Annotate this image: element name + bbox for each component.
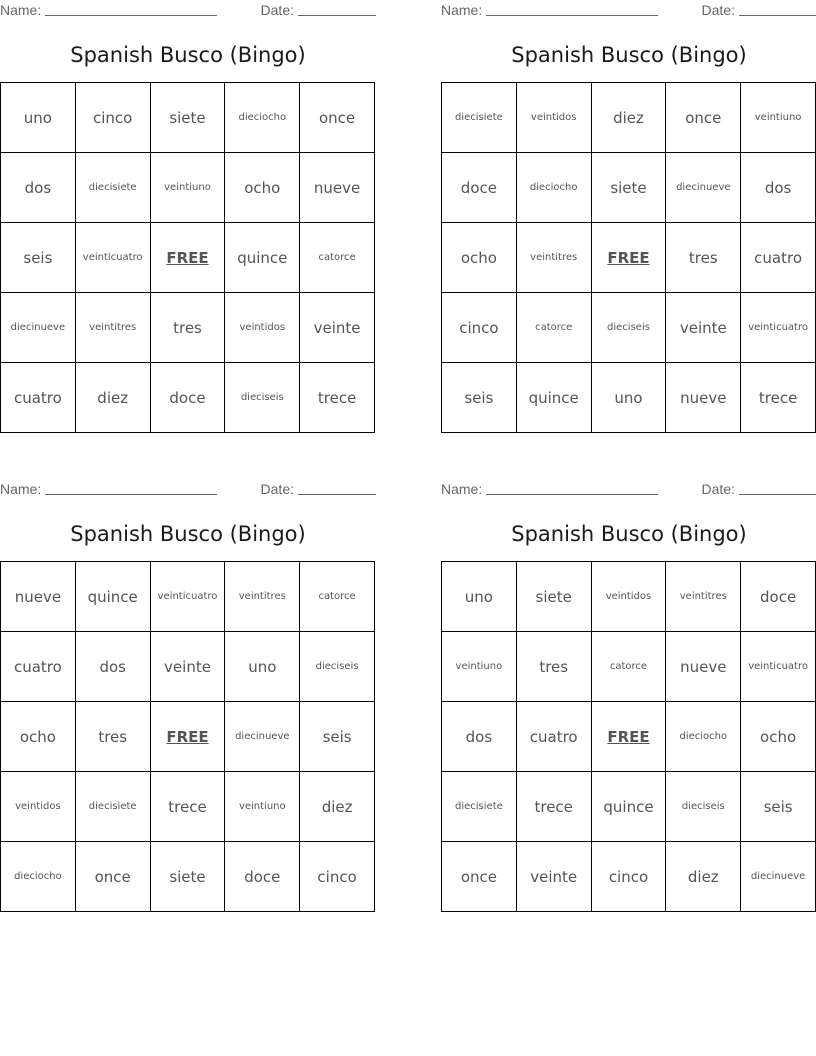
card-header: [441, 2, 816, 20]
bingo-cell[interactable]: seis: [300, 702, 375, 772]
bingo-cell[interactable]: trece: [300, 363, 375, 433]
name-blank-line[interactable]: [486, 481, 658, 495]
bingo-cell[interactable]: cinco: [592, 842, 667, 912]
name-blank-line[interactable]: [45, 481, 217, 495]
bingo-cell[interactable]: tres: [517, 632, 592, 702]
bingo-cell[interactable]: veintitres: [517, 223, 592, 293]
bingo-cell[interactable]: diecinueve: [741, 842, 816, 912]
bingo-cell[interactable]: doce: [225, 842, 300, 912]
bingo-cell[interactable]: nueve: [666, 632, 741, 702]
bingo-cell[interactable]: dieciseis: [300, 632, 375, 702]
bingo-cell[interactable]: cuatro: [1, 363, 76, 433]
bingo-cell[interactable]: veinte: [300, 293, 375, 363]
card-title: Spanish Busco (Bingo): [70, 43, 306, 67]
bingo-cell[interactable]: cuatro: [741, 223, 816, 293]
bingo-cell[interactable]: dos: [76, 632, 151, 702]
name-label: Name:: [0, 2, 42, 18]
bingo-cell[interactable]: dieciseis: [592, 293, 667, 363]
bingo-cell[interactable]: veinte: [666, 293, 741, 363]
bingo-cell[interactable]: veinte: [151, 632, 226, 702]
bingo-cell[interactable]: ocho: [741, 702, 816, 772]
bingo-cell[interactable]: tres: [151, 293, 226, 363]
free-space-cell[interactable]: FREE: [592, 223, 667, 293]
bingo-cell[interactable]: cinco: [76, 83, 151, 153]
bingo-cell[interactable]: quince: [592, 772, 667, 842]
bingo-cell[interactable]: veintiuno: [442, 632, 517, 702]
date-label: Date:: [260, 481, 294, 497]
bingo-cell[interactable]: catorce: [592, 632, 667, 702]
name-field[interactable]: [0, 481, 217, 497]
bingo-cell[interactable]: nueve: [300, 153, 375, 223]
bingo-cell[interactable]: once: [666, 83, 741, 153]
name-field[interactable]: [441, 2, 658, 18]
bingo-cell[interactable]: diecisiete: [76, 772, 151, 842]
bingo-cell[interactable]: ocho: [442, 223, 517, 293]
card-title: Spanish Busco (Bingo): [511, 43, 747, 67]
bingo-cell[interactable]: siete: [151, 842, 226, 912]
card-title: Spanish Busco (Bingo): [511, 522, 747, 546]
bingo-card-4: [441, 479, 816, 911]
bingo-cell[interactable]: once: [300, 83, 375, 153]
name-label: Name:: [441, 481, 483, 497]
bingo-cell[interactable]: diecinueve: [225, 702, 300, 772]
card-header: [0, 2, 376, 20]
bingo-cell[interactable]: nueve: [666, 363, 741, 433]
date-field[interactable]: [261, 2, 376, 18]
bingo-cell[interactable]: once: [76, 842, 151, 912]
bingo-cell[interactable]: seis: [442, 363, 517, 433]
date-field[interactable]: [261, 481, 376, 497]
bingo-cell[interactable]: doce: [151, 363, 226, 433]
bingo-cell[interactable]: catorce: [517, 293, 592, 363]
bingo-cell[interactable]: cuatro: [1, 632, 76, 702]
bingo-cell[interactable]: diecisiete: [442, 772, 517, 842]
card-header: [0, 481, 376, 499]
bingo-cell[interactable]: siete: [151, 83, 226, 153]
bingo-cell[interactable]: dieciocho: [1, 842, 76, 912]
bingo-cell[interactable]: cuatro: [517, 702, 592, 772]
bingo-grid: [441, 82, 816, 433]
bingo-cell[interactable]: quince: [225, 223, 300, 293]
name-field[interactable]: [0, 2, 217, 18]
bingo-cell[interactable]: catorce: [300, 223, 375, 293]
bingo-cell[interactable]: cinco: [442, 293, 517, 363]
bingo-cell[interactable]: dos: [741, 153, 816, 223]
bingo-cell[interactable]: diecisiete: [442, 83, 517, 153]
bingo-cell[interactable]: veinte: [517, 842, 592, 912]
bingo-cell[interactable]: diecinueve: [1, 293, 76, 363]
bingo-cell[interactable]: trece: [517, 772, 592, 842]
bingo-cell[interactable]: siete: [517, 562, 592, 632]
bingo-cell[interactable]: veinticuatro: [741, 632, 816, 702]
bingo-cell[interactable]: nueve: [1, 562, 76, 632]
bingo-cell[interactable]: dieciocho: [666, 702, 741, 772]
date-label: Date:: [701, 481, 735, 497]
bingo-cell[interactable]: veintidos: [517, 83, 592, 153]
bingo-cell[interactable]: veintitres: [666, 562, 741, 632]
bingo-card-1: [0, 0, 376, 432]
free-space-cell[interactable]: FREE: [592, 702, 667, 772]
bingo-card-3: [0, 479, 376, 911]
bingo-cell[interactable]: dieciocho: [517, 153, 592, 223]
date-blank-line[interactable]: [298, 2, 376, 16]
date-label: Date:: [701, 2, 735, 18]
card-title: Spanish Busco (Bingo): [70, 522, 306, 546]
bingo-grid: [0, 561, 375, 912]
bingo-cell[interactable]: quince: [517, 363, 592, 433]
date-blank-line[interactable]: [739, 481, 816, 495]
bingo-cell[interactable]: veinticuatro: [151, 562, 226, 632]
date-field[interactable]: [702, 2, 816, 18]
bingo-cell[interactable]: diez: [666, 842, 741, 912]
bingo-cell[interactable]: tres: [76, 702, 151, 772]
bingo-cell[interactable]: uno: [225, 632, 300, 702]
name-label: Name:: [0, 481, 42, 497]
bingo-cell[interactable]: veintiuno: [741, 83, 816, 153]
date-blank-line[interactable]: [298, 481, 376, 495]
bingo-cell[interactable]: diecinueve: [666, 153, 741, 223]
name-blank-line[interactable]: [486, 2, 658, 16]
bingo-cell[interactable]: veintidos: [225, 293, 300, 363]
bingo-cell[interactable]: diez: [592, 83, 667, 153]
bingo-cell[interactable]: once: [442, 842, 517, 912]
bingo-cell[interactable]: cinco: [300, 842, 375, 912]
bingo-cell[interactable]: tres: [666, 223, 741, 293]
bingo-cell[interactable]: doce: [741, 562, 816, 632]
bingo-cell[interactable]: uno: [1, 83, 76, 153]
free-space-cell[interactable]: FREE: [151, 702, 226, 772]
bingo-grid: [0, 82, 375, 433]
bingo-cell[interactable]: veintiuno: [225, 772, 300, 842]
free-space-cell[interactable]: FREE: [151, 223, 226, 293]
bingo-cell[interactable]: diecisiete: [76, 153, 151, 223]
bingo-cell[interactable]: dos: [442, 702, 517, 772]
name-blank-line[interactable]: [45, 2, 217, 16]
bingo-cell[interactable]: seis: [741, 772, 816, 842]
bingo-cell[interactable]: ocho: [225, 153, 300, 223]
bingo-cell[interactable]: diez: [76, 363, 151, 433]
bingo-card-2: [441, 0, 816, 432]
bingo-cell[interactable]: veinticuatro: [76, 223, 151, 293]
bingo-cell[interactable]: trece: [741, 363, 816, 433]
bingo-cell[interactable]: veintitres: [76, 293, 151, 363]
date-field[interactable]: [702, 481, 816, 497]
card-header: [441, 481, 816, 499]
bingo-cell[interactable]: ocho: [1, 702, 76, 772]
name-label: Name:: [441, 2, 483, 18]
bingo-cell[interactable]: veinticuatro: [741, 293, 816, 363]
bingo-cell[interactable]: uno: [442, 562, 517, 632]
bingo-cell[interactable]: siete: [592, 153, 667, 223]
bingo-cell[interactable]: dos: [1, 153, 76, 223]
bingo-cell[interactable]: dieciseis: [225, 363, 300, 433]
bingo-cell[interactable]: quince: [76, 562, 151, 632]
bingo-cell[interactable]: trece: [151, 772, 226, 842]
bingo-cell[interactable]: veintiuno: [151, 153, 226, 223]
bingo-cell[interactable]: catorce: [300, 562, 375, 632]
date-blank-line[interactable]: [739, 2, 816, 16]
bingo-cell[interactable]: uno: [592, 363, 667, 433]
bingo-cell[interactable]: diez: [300, 772, 375, 842]
bingo-cell[interactable]: veintitres: [225, 562, 300, 632]
date-label: Date:: [260, 2, 294, 18]
bingo-cell[interactable]: dieciseis: [666, 772, 741, 842]
bingo-cell[interactable]: veintidos: [1, 772, 76, 842]
name-field[interactable]: [441, 481, 658, 497]
bingo-grid: [441, 561, 816, 912]
bingo-cell[interactable]: seis: [1, 223, 76, 293]
bingo-cell[interactable]: veintidos: [592, 562, 667, 632]
bingo-cell[interactable]: dieciocho: [225, 83, 300, 153]
bingo-cell[interactable]: doce: [442, 153, 517, 223]
